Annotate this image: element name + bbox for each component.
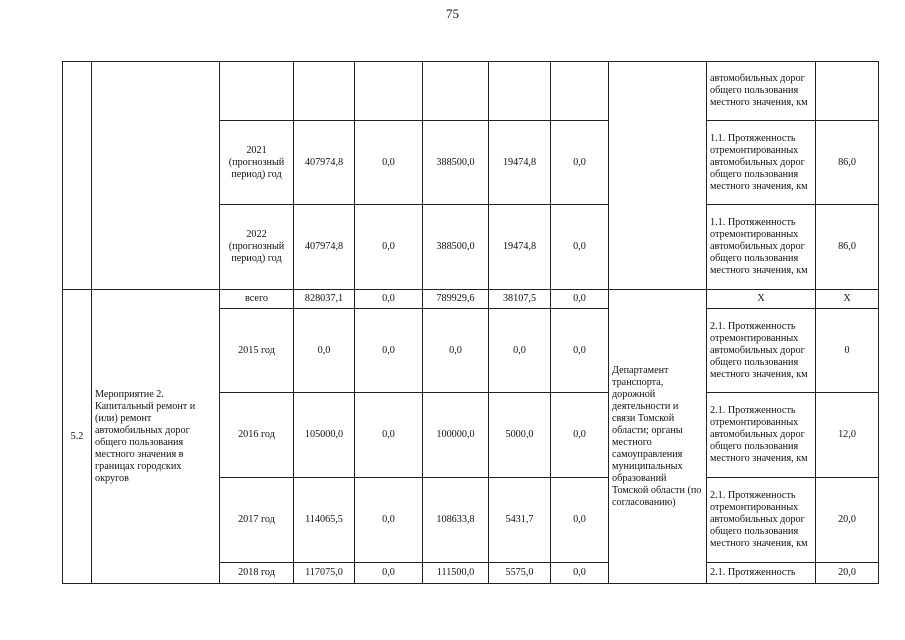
cell-other: 0,0 <box>551 393 609 478</box>
cell-indicator: 2.1. Протяженность отремонтированных автомобильных дорог общего пользования местного значения, км <box>707 393 816 478</box>
cell-local <box>489 62 551 121</box>
cell-indicator: 2.1. Протяженность отремонтированных автомобильных дорог общего пользования местного значения, км <box>707 309 816 393</box>
cell-year: 2016 год <box>220 393 294 478</box>
cell-reg: 0,0 <box>423 309 489 393</box>
measure-number: 5.2 <box>63 290 92 584</box>
cell-reg: 789929,6 <box>423 290 489 309</box>
cell-total: 117075,0 <box>294 563 355 584</box>
cell-total: 407974,8 <box>294 205 355 290</box>
cell-local: 5575,0 <box>489 563 551 584</box>
cell-indicator: Х <box>707 290 816 309</box>
cell-fed: 0,0 <box>355 309 423 393</box>
cell-fed: 0,0 <box>355 205 423 290</box>
cell-value: Х <box>816 290 879 309</box>
cell-local: 19474,8 <box>489 121 551 205</box>
cell-other: 0,0 <box>551 563 609 584</box>
cell-reg: 100000,0 <box>423 393 489 478</box>
cell-total: 105000,0 <box>294 393 355 478</box>
cell-other: 0,0 <box>551 309 609 393</box>
cell-year <box>220 62 294 121</box>
cell-fed: 0,0 <box>355 121 423 205</box>
cell-other: 0,0 <box>551 205 609 290</box>
cell-num <box>63 62 92 290</box>
cell-year: 2017 год <box>220 478 294 563</box>
cell-reg <box>423 62 489 121</box>
cell-total: 114065,5 <box>294 478 355 563</box>
cell-year: 2018 год <box>220 563 294 584</box>
cell-value: 86,0 <box>816 205 879 290</box>
cell-value: 20,0 <box>816 563 879 584</box>
measure-executor: Департамент транспорта, дорожной деятельности и связи Томской области; органы местного самоуправления муниципальных образований Томской области (по согласованию) <box>609 290 707 584</box>
measure-name: Мероприятие 2. Капитальный ремонт и (или) ремонт автомобильных дорог общего пользования местного значения в границах городских округов <box>92 290 220 584</box>
page-number: 75 <box>446 6 459 21</box>
cell-reg: 111500,0 <box>423 563 489 584</box>
cell-other <box>551 62 609 121</box>
cell-other: 0,0 <box>551 121 609 205</box>
cell-fed: 0,0 <box>355 290 423 309</box>
table-row <box>63 62 879 121</box>
cell-value: 86,0 <box>816 121 879 205</box>
cell-total: 0,0 <box>294 309 355 393</box>
cell-fed: 0,0 <box>355 563 423 584</box>
cell-fed <box>355 62 423 121</box>
cell-indicator: 1.1. Протяженность отремонтированных автомобильных дорог общего пользования местного значения, км <box>707 205 816 290</box>
cell-fed: 0,0 <box>355 478 423 563</box>
cell-value: 0 <box>816 309 879 393</box>
cell-local: 19474,8 <box>489 205 551 290</box>
cell-indicator: 1.1. Протяженность отремонтированных автомобильных дорог общего пользования местного значения, км <box>707 121 816 205</box>
cell-value <box>816 62 879 121</box>
cell-other: 0,0 <box>551 290 609 309</box>
program-table <box>62 61 879 584</box>
cell-value: 20,0 <box>816 478 879 563</box>
cell-local: 5000,0 <box>489 393 551 478</box>
cell-year: всего <box>220 290 294 309</box>
cell-reg: 388500,0 <box>423 121 489 205</box>
cell-year: 2015 год <box>220 309 294 393</box>
cell-total: 407974,8 <box>294 121 355 205</box>
cell-indicator: 2.1. Протяженность <box>707 563 816 584</box>
cell-indicator: автомобильных дорог общего пользования местного значения, км <box>707 62 816 121</box>
cell-year: 2022 (прогнозный период) год <box>220 205 294 290</box>
cell-local: 0,0 <box>489 309 551 393</box>
cell-total <box>294 62 355 121</box>
cell-reg: 388500,0 <box>423 205 489 290</box>
cell-name <box>92 62 220 290</box>
cell-total: 828037,1 <box>294 290 355 309</box>
cell-fed: 0,0 <box>355 393 423 478</box>
cell-reg: 108633,8 <box>423 478 489 563</box>
cell-local: 5431,7 <box>489 478 551 563</box>
cell-indicator: 2.1. Протяженность отремонтированных автомобильных дорог общего пользования местного значения, км <box>707 478 816 563</box>
cell-value: 12,0 <box>816 393 879 478</box>
cell-other: 0,0 <box>551 478 609 563</box>
cell-executor <box>609 62 707 290</box>
cell-local: 38107,5 <box>489 290 551 309</box>
cell-year: 2021 (прогнозный период) год <box>220 121 294 205</box>
table-row <box>63 290 879 309</box>
